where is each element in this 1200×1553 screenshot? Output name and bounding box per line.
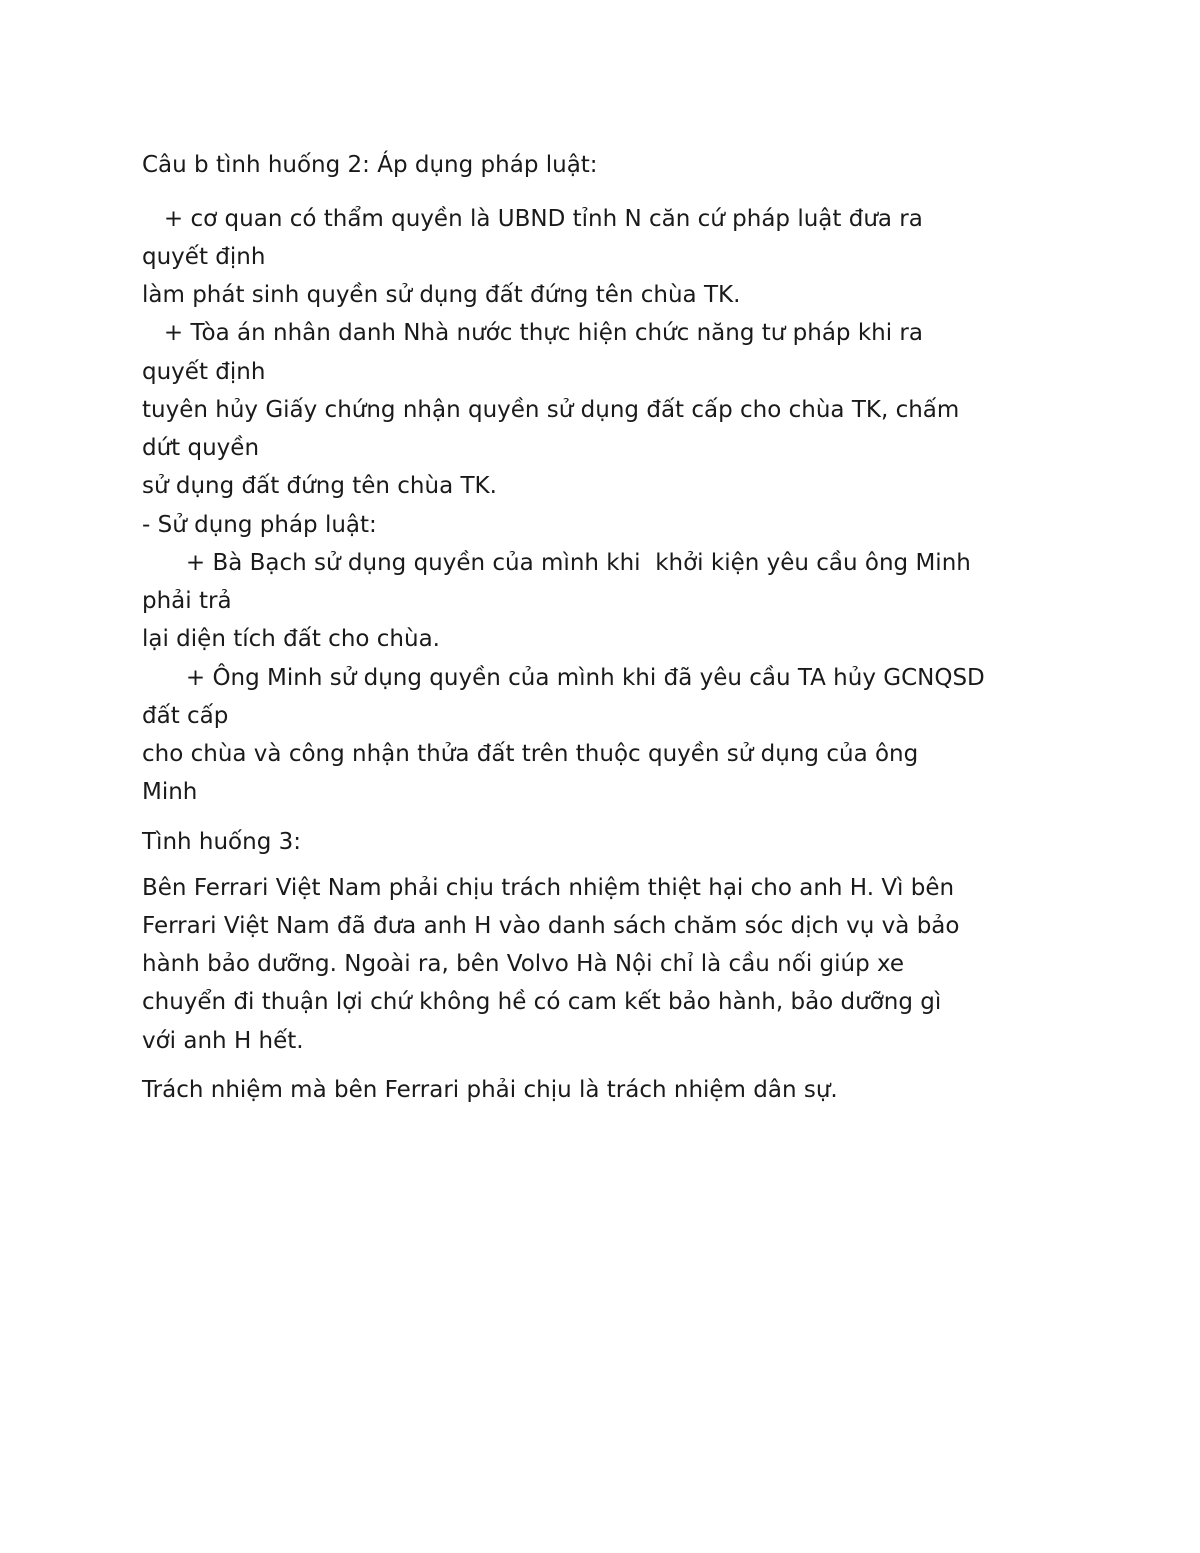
line-21: hành bảo dưỡng. Ngoài ra, bên Volvo Hà Nội chỉ là cầu nối giúp xe <box>142 951 905 977</box>
line-4: làm phát sinh quyền sử dụng đất đứng tên chùa TK. <box>142 282 741 308</box>
line-16: cho chùa và công nhận thửa đất trên thuộc quyền sử dụng của ông <box>142 741 919 767</box>
line-10: - Sử dụng pháp luật: <box>142 512 377 538</box>
line-15: đất cấp <box>142 703 229 729</box>
line-11: + Bà Bạch sử dụng quyền của mình khi khởi kiện yêu cầu ông Minh <box>142 550 971 576</box>
line-23: với anh H hết. <box>142 1028 304 1054</box>
line-22: chuyển đi thuận lợi chứ không hề có cam kết bảo hành, bảo dưỡng gì <box>142 989 942 1015</box>
line-7: tuyên hủy Giấy chứng nhận quyền sử dụng đất cấp cho chùa TK, chấm <box>142 397 960 423</box>
line-2: + cơ quan có thẩm quyền là UBND tỉnh N căn cứ pháp luật đưa ra <box>142 206 923 232</box>
line-19: Bên Ferrari Việt Nam phải chịu trách nhiệm thiệt hại cho anh H. Vì bên <box>142 875 955 901</box>
line-24: Trách nhiệm mà bên Ferrari phải chịu là trách nhiệm dân sự. <box>142 1077 838 1103</box>
line-17: Minh <box>142 779 198 805</box>
line-13: lại diện tích đất cho chùa. <box>142 626 440 652</box>
line-14: + Ông Minh sử dụng quyền của mình khi đã yêu cầu TA hủy GCNQSD <box>142 665 985 691</box>
line-9: sử dụng đất đứng tên chùa TK. <box>142 473 497 499</box>
line-1: Câu b tình huống 2: Áp dụng pháp luật: <box>142 152 598 178</box>
line-6: quyết định <box>142 359 266 385</box>
line-18: Tình huống 3: <box>142 829 302 855</box>
line-5: + Tòa án nhân danh Nhà nước thực hiện chức năng tư pháp khi ra <box>142 320 923 346</box>
line-8: dứt quyền <box>142 435 260 461</box>
line-12: phải trả <box>142 588 232 614</box>
line-3: quyết định <box>142 244 266 270</box>
line-20: Ferrari Việt Nam đã đưa anh H vào danh sách chăm sóc dịch vụ và bảo <box>142 913 960 939</box>
